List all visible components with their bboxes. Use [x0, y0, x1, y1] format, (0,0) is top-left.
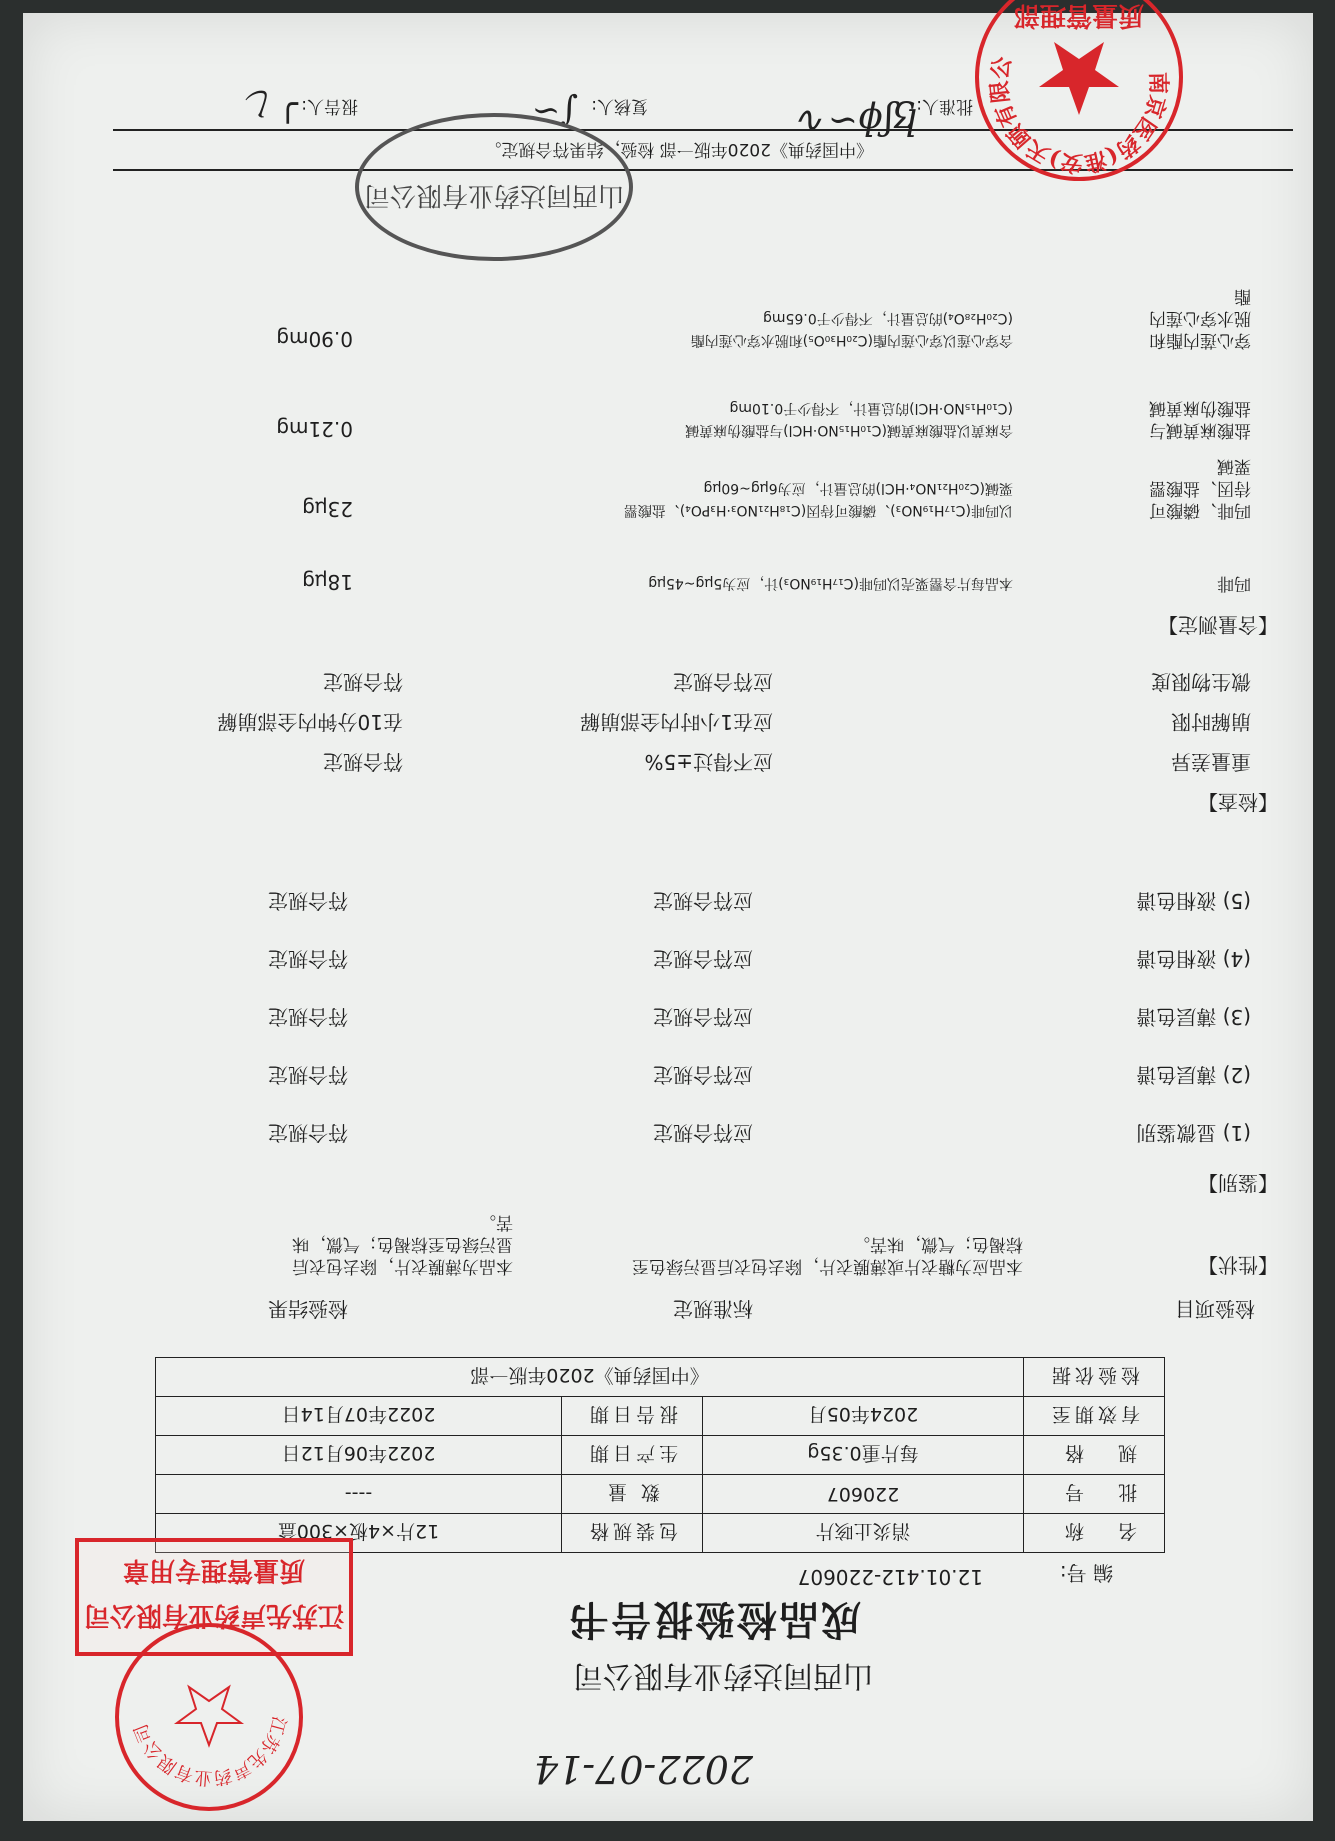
reporter-label: 报告人: [301, 96, 358, 116]
traits-standard-l2: 棕褐色；气微，味苦。 [853, 1234, 1023, 1254]
name-label: 名 称 [1024, 1514, 1165, 1553]
svg-text:江苏先声药业有限公司: 江苏先声药业有限公司 [130, 1713, 290, 1789]
identify-standard: 应符合规定 [653, 1063, 753, 1087]
prod-date-label: 生产日期 [562, 1436, 703, 1475]
identify-item: (4) 液相色谱 [1136, 947, 1251, 971]
traits-result-l1: 本品为薄膜衣片，除去包衣后 [292, 1256, 513, 1276]
identify-item: (5) 液相色谱 [1136, 889, 1251, 913]
traits-result-l3: 苦。 [479, 1212, 513, 1232]
assay-standard-l2: (C₁₀H₁₅NO·HCl)的总量计，不得少于0.10mg [729, 400, 1013, 416]
identify-result: 符合规定 [268, 889, 348, 913]
conclusion: 《中国药典》2020年版一部 检验，结果符合规定。 [484, 139, 873, 159]
gray-oval-stamp-art [359, 117, 629, 257]
assay-result: 0.21mg [276, 417, 353, 441]
assay-standard-l2: (C₂₀H₂₈O₄)的总量计，不得少于0.65mg [762, 310, 1013, 326]
info-table [155, 1357, 1165, 1553]
check-result: 符合规定 [323, 670, 403, 694]
traits-result-l2: 显污绿色至棕褐色；气微，味 [292, 1234, 513, 1254]
product-name: 消炎止咳片 [703, 1514, 1024, 1553]
report-no-label: 编 号: [1059, 1561, 1113, 1585]
basis-label: 检验依据 [1024, 1358, 1165, 1397]
identify-result: 符合规定 [268, 947, 348, 971]
assay-result: 0.90mg [276, 327, 353, 351]
assay-result: 23μg [302, 497, 353, 521]
check-result: 符合规定 [323, 750, 403, 774]
spec-value: 每片重0.35g [703, 1436, 1024, 1475]
col-standard: 标准规定 [673, 1297, 753, 1321]
report-date-value: 2022年07月14日 [156, 1397, 562, 1436]
approver-signature: ɮʃɸ∽∿ [797, 100, 918, 141]
assay-result: 18μg [302, 570, 353, 594]
pack-value: 12片×4板×300盒 [156, 1514, 562, 1553]
col-item: 检验项目 [1175, 1297, 1255, 1321]
pack-label: 包装规格 [562, 1514, 703, 1553]
section-traits: 【性状】 [1198, 1253, 1278, 1277]
col-result: 检验结果 [268, 1297, 348, 1321]
reporter-signature: ╯し [243, 83, 298, 123]
assay-standard-l1: 含穿心莲以穿心莲内酯(C₂₀H₃₀O₅)和脱水穿心莲内酯 [690, 332, 1013, 348]
svg-text:质量管理部: 质量管理部 [1013, 0, 1145, 30]
batch-label: 批 号 [1024, 1475, 1165, 1514]
identify-standard: 应符合规定 [653, 1005, 753, 1029]
identify-standard: 应符合规定 [653, 1121, 753, 1145]
basis-value: 《中国药典》2020年版一部 [156, 1358, 1024, 1397]
gray-oval-stamp [355, 113, 633, 261]
identify-item: (2) 薄层色谱 [1136, 1063, 1251, 1087]
handwritten-date: 2022-07-14 [533, 1747, 753, 1791]
svg-text:山西同达药业有限公司: 山西同达药业有限公司 [363, 180, 625, 210]
check-result: 在10分钟内全部崩解 [217, 710, 403, 734]
assay-item: 吗啡 [1217, 573, 1251, 593]
batch-value: 220607 [703, 1475, 1024, 1514]
approver-label: 批准人: [916, 96, 973, 116]
red-small-circle-stamp [115, 1623, 303, 1811]
red-small-circle-stamp-art [119, 1627, 299, 1807]
section-assay: 【含量测定】 [1158, 613, 1278, 637]
identify-result: 符合规定 [268, 1121, 348, 1145]
assay-item: 盐酸麻黄碱与盐酸伪麻黄碱 [1149, 398, 1251, 440]
traits-standard-l1: 本品应为糖衣片或薄膜衣片，除去包衣后显污绿色至 [632, 1256, 1023, 1276]
report-date-label: 报告日期 [562, 1397, 703, 1436]
spec-label: 规 格 [1024, 1436, 1165, 1475]
assay-standard-l1: 含麻黄以盐酸麻黄碱(C₁₀H₁₅NO·HCl)与盐酸伪麻黄碱 [685, 422, 1013, 438]
table-row [156, 1358, 1165, 1397]
identify-standard: 应符合规定 [653, 889, 753, 913]
check-standard: 应不得过±5% [644, 750, 773, 774]
assay-item: 穿心莲内酯和脱水穿心莲内酯 [1149, 286, 1251, 350]
assay-standard-l1: 本品每片含罂粟壳以吗啡(C₁₇H₁₉NO₃)计，应为5μg~45μg [648, 575, 1013, 591]
identify-item: (3) 薄层色谱 [1136, 1005, 1251, 1029]
report-no: 12.01.412-220607 [797, 1565, 983, 1589]
table-row [156, 1397, 1165, 1436]
table-row [156, 1475, 1165, 1514]
paper [23, 0, 1313, 1821]
check-standard: 应符合规定 [673, 670, 773, 694]
check-item: 崩解时限 [1171, 710, 1251, 734]
red-circle-stamp [975, 0, 1183, 181]
assay-standard-l1: 以吗啡(C₁₇H₁₉NO₃)、磷酸可待因(C₁₈H₂₁NO₃·H₃PO₄)、盐酸罂 [623, 502, 1013, 518]
reviewer-signature: ∫∽ [531, 91, 578, 131]
identify-item: (1) 显微鉴别 [1136, 1121, 1251, 1145]
expiry-label: 有效期至 [1024, 1397, 1165, 1436]
identify-standard: 应符合规定 [653, 947, 753, 971]
svg-text:江苏先声药业有限公司: 江苏先声药业有限公司 [83, 1600, 345, 1630]
prod-date-value: 2022年06月12日 [156, 1436, 562, 1475]
check-item: 重量差异 [1171, 750, 1251, 774]
report-title: 成品检验报告书 [567, 1596, 861, 1643]
table-row [156, 1436, 1165, 1475]
assay-standard-l2: 粟碱(C₂₀H₂₁NO₄·HCl)的总量计，应为6μg~60μg [703, 480, 1013, 496]
identify-result: 符合规定 [268, 1005, 348, 1029]
expiry-value: 2024年05月 [703, 1397, 1024, 1436]
company-name: 山西同达药业有限公司 [573, 1658, 873, 1693]
assay-item: 吗啡、磷酸可待因、盐酸罂粟碱 [1149, 456, 1251, 520]
qty-value: ---- [156, 1475, 562, 1514]
check-item: 微生物限度 [1151, 670, 1251, 694]
check-standard: 应在1小时内全部崩解 [580, 710, 773, 734]
svg-text:质量管理专用章: 质量管理专用章 [122, 1555, 306, 1585]
section-check: 【检查】 [1198, 790, 1278, 814]
qty-label: 数 量 [562, 1475, 703, 1514]
red-circle-stamp-art [979, 0, 1179, 177]
identify-result: 符合规定 [268, 1063, 348, 1087]
section-identify: 【鉴别】 [1198, 1171, 1278, 1195]
svg-text:南京医药(淮安)天颐有限公司: 南京医药(淮安)天颐有限公 [986, 54, 1172, 177]
reviewer-label: 复核人: [591, 96, 648, 116]
